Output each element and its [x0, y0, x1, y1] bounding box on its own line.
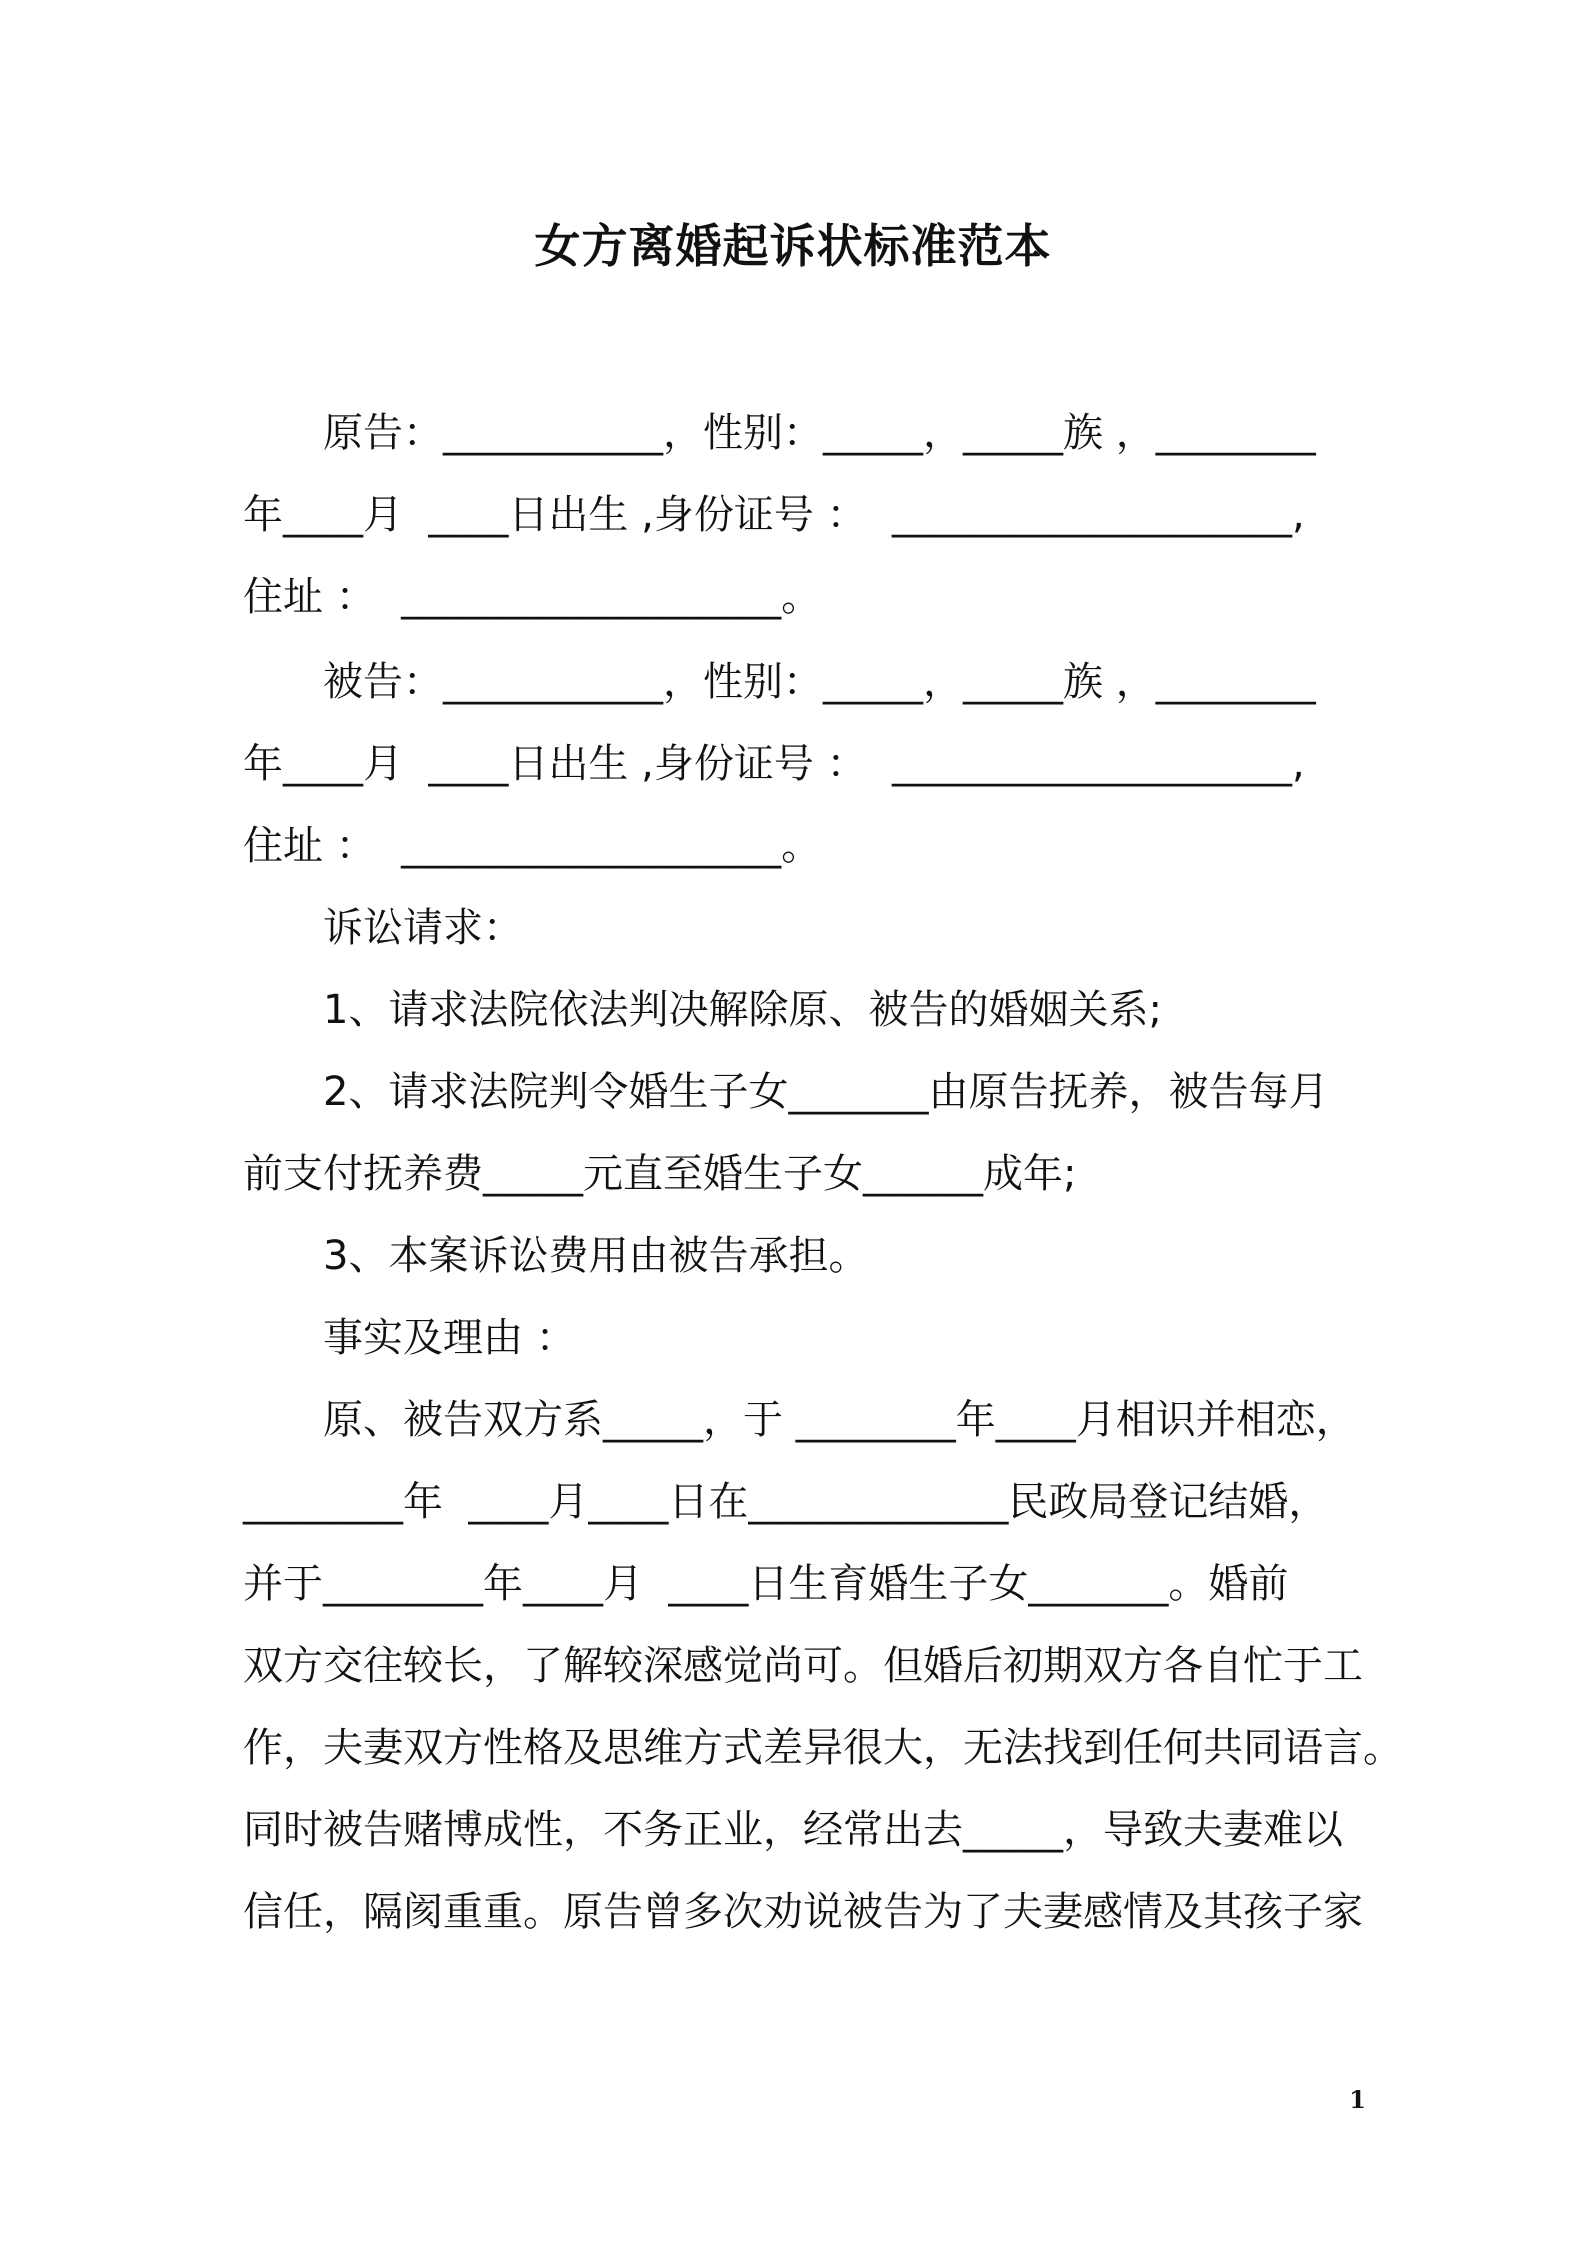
claim-item-2-continued: 前支付抚养费_____元直至婚生子女______成年;: [243, 1151, 1077, 1197]
defendant-birth-line: 年____月 ____日出生 ,身份证号 ： ____________________,: [243, 741, 1305, 787]
claim-item-1: 1、请求法院依法判决解除原、被告的婚姻关系;: [323, 987, 1162, 1033]
facts-line-2: ________年 ____月____日在_____________民政局登记结婚，: [243, 1479, 1329, 1525]
plaintiff-birth-line: 年____月 ____日出生 ,身份证号 ： ____________________,: [243, 492, 1305, 538]
facts-line-6: 同时被告赌博成性，不务正业，经常出去_____，导致夫妻难以: [243, 1807, 1343, 1853]
facts-line-7: 信任，隔阂重重。原告曾多次劝说被告为了夫妻感情及其孩子家: [243, 1889, 1363, 1935]
plaintiff-name-line: 原告：___________，性别：_____，_____族 ，________: [323, 410, 1316, 456]
facts-line-1: 原、被告双方系_____，于 ________年____月相识并相恋，: [323, 1397, 1356, 1443]
defendant-address-line: 住址 ： ___________________。: [243, 823, 822, 869]
facts-line-4: 双方交往较长，了解较深感觉尚可。但婚后初期双方各自忙于工: [243, 1643, 1363, 1689]
defendant-name-line: 被告：___________，性别：_____，_____族 ，________: [323, 659, 1316, 705]
facts-line-3: 并于________年____月 ____日生育婚生子女_______。婚前: [243, 1561, 1289, 1607]
facts-line-5: 作，夫妻双方性格及思维方式差异很大，无法找到任何共同语言。: [243, 1725, 1403, 1771]
claim-item-3: 3、本案诉讼费用由被告承担。: [323, 1233, 869, 1279]
claims-heading: 诉讼请求：: [323, 905, 523, 951]
plaintiff-address-line: 住址 ： ___________________。: [243, 574, 822, 620]
claim-item-2: 2、请求法院判令婚生子女_______由原告抚养，被告每月: [323, 1069, 1329, 1115]
document-title: 女方离婚起诉状标准范本: [534, 219, 1052, 273]
page-number: 1: [1349, 2085, 1366, 2114]
facts-heading: 事实及理由 ：: [323, 1315, 576, 1361]
